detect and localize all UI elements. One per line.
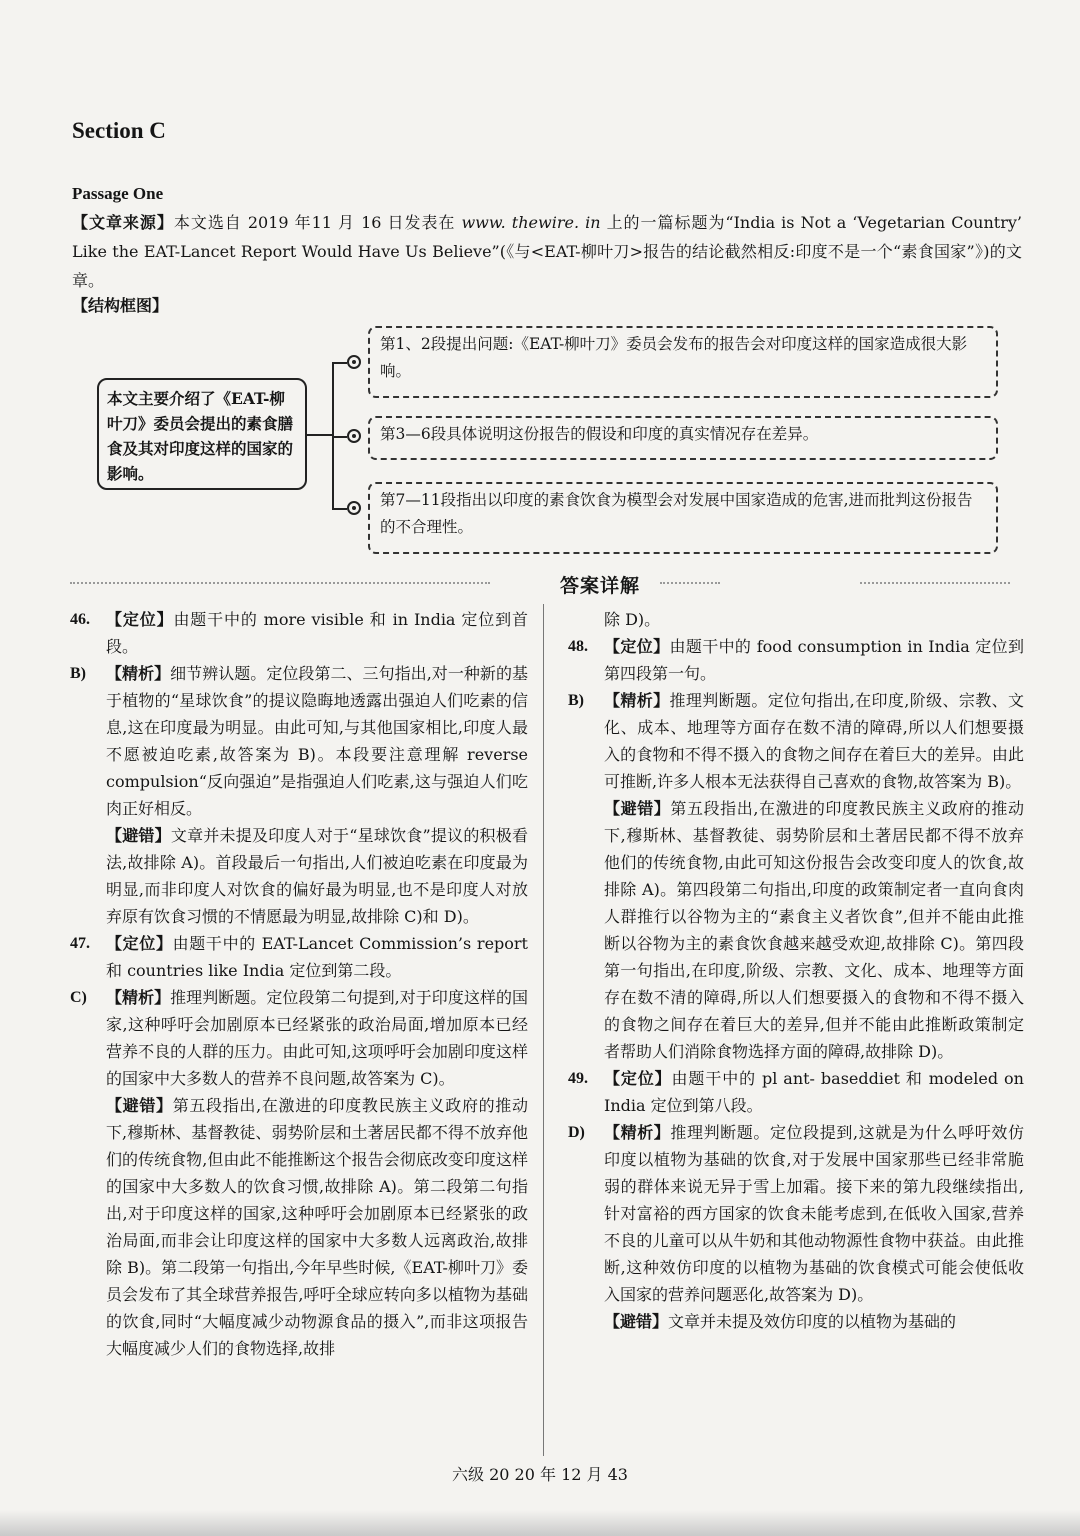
answer-banner xyxy=(60,568,1020,602)
diagram-main-box: 本文主要介绍了《EAT-柳叶刀》委员会提出的素食膳食及其对印度这样的国家的影响。 xyxy=(97,378,307,490)
q48-answer: B) xyxy=(568,692,584,709)
arrow-circle-icon xyxy=(347,501,361,515)
q48-locate xyxy=(568,633,1024,687)
q47-locate-tag: 【定位】 xyxy=(106,934,173,953)
q47-locate xyxy=(70,930,528,984)
diagram-branch-3: 第7—11段指出以印度的素食饮食为模型会对发展中国家造成的危害,进而批判这份报告的不合理性。 xyxy=(368,482,998,554)
diagram-connector xyxy=(333,508,347,510)
q46-locate-text: 由题干中的 more visible 和 in India 定位到首段。 xyxy=(106,610,528,656)
diagram-connector xyxy=(307,434,333,436)
q48-analysis-tag: 【精析】 xyxy=(604,691,670,710)
section-title: Section C xyxy=(72,118,166,143)
passage-title: Passage One xyxy=(72,184,164,203)
q47-answer: C) xyxy=(70,989,87,1006)
q49-avoid xyxy=(568,1308,1024,1335)
right-column xyxy=(568,606,1024,1335)
banner-decoration xyxy=(660,582,720,590)
q49-avoid-tag: 【避错】 xyxy=(604,1312,669,1331)
structure-label: 【结构框图】 xyxy=(72,296,169,315)
q49-avoid-text: 文章并未提及效仿印度的以植物为基础的 xyxy=(668,1312,957,1331)
q47-number: 47. xyxy=(70,935,90,952)
q47-avoid-tag: 【避错】 xyxy=(106,1096,173,1115)
q49-locate xyxy=(568,1065,1024,1119)
diagram-connector xyxy=(333,436,347,438)
banner-decoration xyxy=(860,582,1010,590)
q49-number: 49. xyxy=(568,1070,588,1087)
q48-analysis xyxy=(568,687,1024,795)
q46-analysis-tag: 【精析】 xyxy=(106,664,171,683)
banner-decoration xyxy=(70,582,490,590)
source-label: 【文章来源】 xyxy=(72,213,174,232)
q47-analysis-tag: 【精析】 xyxy=(106,988,171,1007)
source-site: www. thewire. in xyxy=(461,213,601,232)
column-divider xyxy=(543,604,544,1456)
q46-locate xyxy=(70,606,528,660)
q47-locate-text: 由题干中的 EAT-Lancet Commission’s report 和 countries like India 定位到第二段。 xyxy=(106,934,528,980)
arrow-circle-icon xyxy=(347,429,361,443)
banner-title: 答案详解 xyxy=(560,575,641,597)
q46-avoid xyxy=(70,822,528,930)
q49-analysis xyxy=(568,1119,1024,1308)
q47-analysis xyxy=(70,984,528,1092)
diagram-branch-2: 第3—6段具体说明这份报告的假设和印度的真实情况存在差异。 xyxy=(368,416,998,460)
q47-analysis-text: 推理判断题。定位段第二句提到,对于印度这样的国家,这种呼吁会加剧原本已经紧张的政治局面,增加原本已经营养不良的人群的压力。由此可知,这项呼吁会加剧印度这样的国家中大多数人的营养不良问题,故答案为 C)。 xyxy=(106,988,528,1088)
q47-avoid-continued: 除 D)。 xyxy=(604,610,661,629)
q46-avoid-tag: 【避错】 xyxy=(106,826,171,845)
source-text-pre: 本文选自 2019 年11 月 16 日发表在 xyxy=(173,213,462,232)
arrow-circle-icon xyxy=(347,355,361,369)
q49-locate-text: 由题干中的 pl ant- baseddiet 和 modeled on India 定位到第八段。 xyxy=(604,1069,1024,1115)
q49-analysis-tag: 【精析】 xyxy=(604,1123,671,1142)
diagram-connector xyxy=(333,362,347,364)
left-column xyxy=(70,606,528,1362)
q46-avoid-text: 文章并未提及印度人对于“星球饮食”提议的积极看法,故排除 A)。首段最后一句指出,人们被迫吃素在印度最为明显,而非印度人对饮食的偏好最为明显,也不是印度人对放弃原有饮食习惯的不情愿最为明显,故排除 C)和 D)。 xyxy=(106,826,528,926)
q49-answer: D) xyxy=(568,1124,585,1141)
q47-avoid xyxy=(70,1092,528,1362)
q47-avoid-text: 第五段指出,在激进的印度教民族主义政府的推动下,穆斯林、基督教徒、弱势阶层和土著居民都不得不放弃他们的传统食物,但由此不能推断这个报告会彻底改变印度这样的国家中大多数人的饮食习惯,故排除 A)。第二段第二句指出,对于印度这样的国家,这种呼吁会加剧原本已经紧张的政治局面,而非会让印度这样的国家中大多数人远离政治,故排除 B)。第二段第一句指出,今年早些时候,《EAT-柳叶刀》委员会发布了其全球营养报告,呼吁全球应转向多以植物为基础的饮食,同时“大幅度减少动物源食品的摄入”,而非这项报告大幅度减少人们的食物选择,故排 xyxy=(106,1096,528,1358)
page-footer: 六级 20 20 年 12 月 43 xyxy=(452,1465,628,1484)
q49-locate-tag: 【定位】 xyxy=(604,1069,672,1088)
q48-avoid-text: 第五段指出,在激进的印度教民族主义政府的推动下,穆斯林、基督教徒、弱势阶层和土著居民都不得不放弃他们的传统食物,由此可知这份报告会改变印度人的饮食,故排除 A)。第四段第二句指出,印度的政策制定者一直向食肉人群推行以谷物为主的“素食主义者饮食”,但并不能由此推断以谷物为主的素食饮食越来越受欢迎,故排除 C)。第四段第一句指出,在印度,阶级、宗教、文化、成本、地理等方面存在数不清的障碍,所以人们想要摄入的食物和不得不摄入的食物之间存在着巨大的差异,但并不能由此推断政策制定者帮助人们消除食物选择方面的障碍,故排除 D)。 xyxy=(604,799,1024,1061)
scan-shadow xyxy=(0,1510,1080,1536)
q46-locate-tag: 【定位】 xyxy=(106,610,174,629)
q46-answer: B) xyxy=(70,665,86,682)
q48-avoid-tag: 【避错】 xyxy=(604,799,671,818)
q48-avoid xyxy=(568,795,1024,1065)
q46-analysis-text: 细节辨认题。定位段第二、三句指出,对一种新的基于植物的“星球饮食”的提议隐晦地透露出强迫人们吃素的信息,这在印度最为明显。由此可知,与其他国家相比,印度人最不愿被迫吃素,故答案为 B)。本段要注意理解 reverse compulsion“反向强迫”是指强迫人们吃素,这与强迫人们吃肉正好相反。 xyxy=(106,664,528,818)
q46-analysis xyxy=(70,660,528,822)
q48-locate-text: 由题干中的 food consumption in India 定位到第四段第一句。 xyxy=(604,637,1024,683)
q48-locate-tag: 【定位】 xyxy=(604,637,670,656)
q49-analysis-text: 推理判断题。定位段提到,这就是为什么呼吁效仿印度以植物为基础的饮食,对于发展中国家那些已经非常脆弱的群体来说无异于雪上加霜。接下来的第九段继续指出,针对富裕的西方国家的饮食未能考虑到,在低收入国家,营养不良的儿童可以从牛奶和其他动物源性食物中获益。由此推断,这种效仿印度的以植物为基础的饮食模式可能会使低收入国家的营养问题恶化,故答案为 D)。 xyxy=(604,1123,1024,1304)
q48-number: 48. xyxy=(568,638,588,655)
q46-number: 46. xyxy=(70,611,90,628)
source-text-post: 上的一篇标题为“India is Not a ‘Vegetarian Country’ Like the EAT-Lancet Report Would Have Us Believe”(《与<EAT-柳叶刀>报告的结论截然相反:印度不是一个“素食国家”》)的文章。 xyxy=(72,213,1022,290)
q48-analysis-text: 推理判断题。定位句指出,在印度,阶级、宗教、文化、成本、地理等方面存在数不清的障碍,所以人们想要摄入的食物和不得不摄入的食物之间存在着巨大的差异。由此可推断,许多人根本无法获得自己喜欢的食物,故答案为 B)。 xyxy=(604,691,1024,791)
diagram-branch-1: 第1、2段提出问题:《EAT-柳叶刀》委员会发布的报告会对印度这样的国家造成很大影响。 xyxy=(368,326,998,398)
article-source xyxy=(72,208,1022,295)
